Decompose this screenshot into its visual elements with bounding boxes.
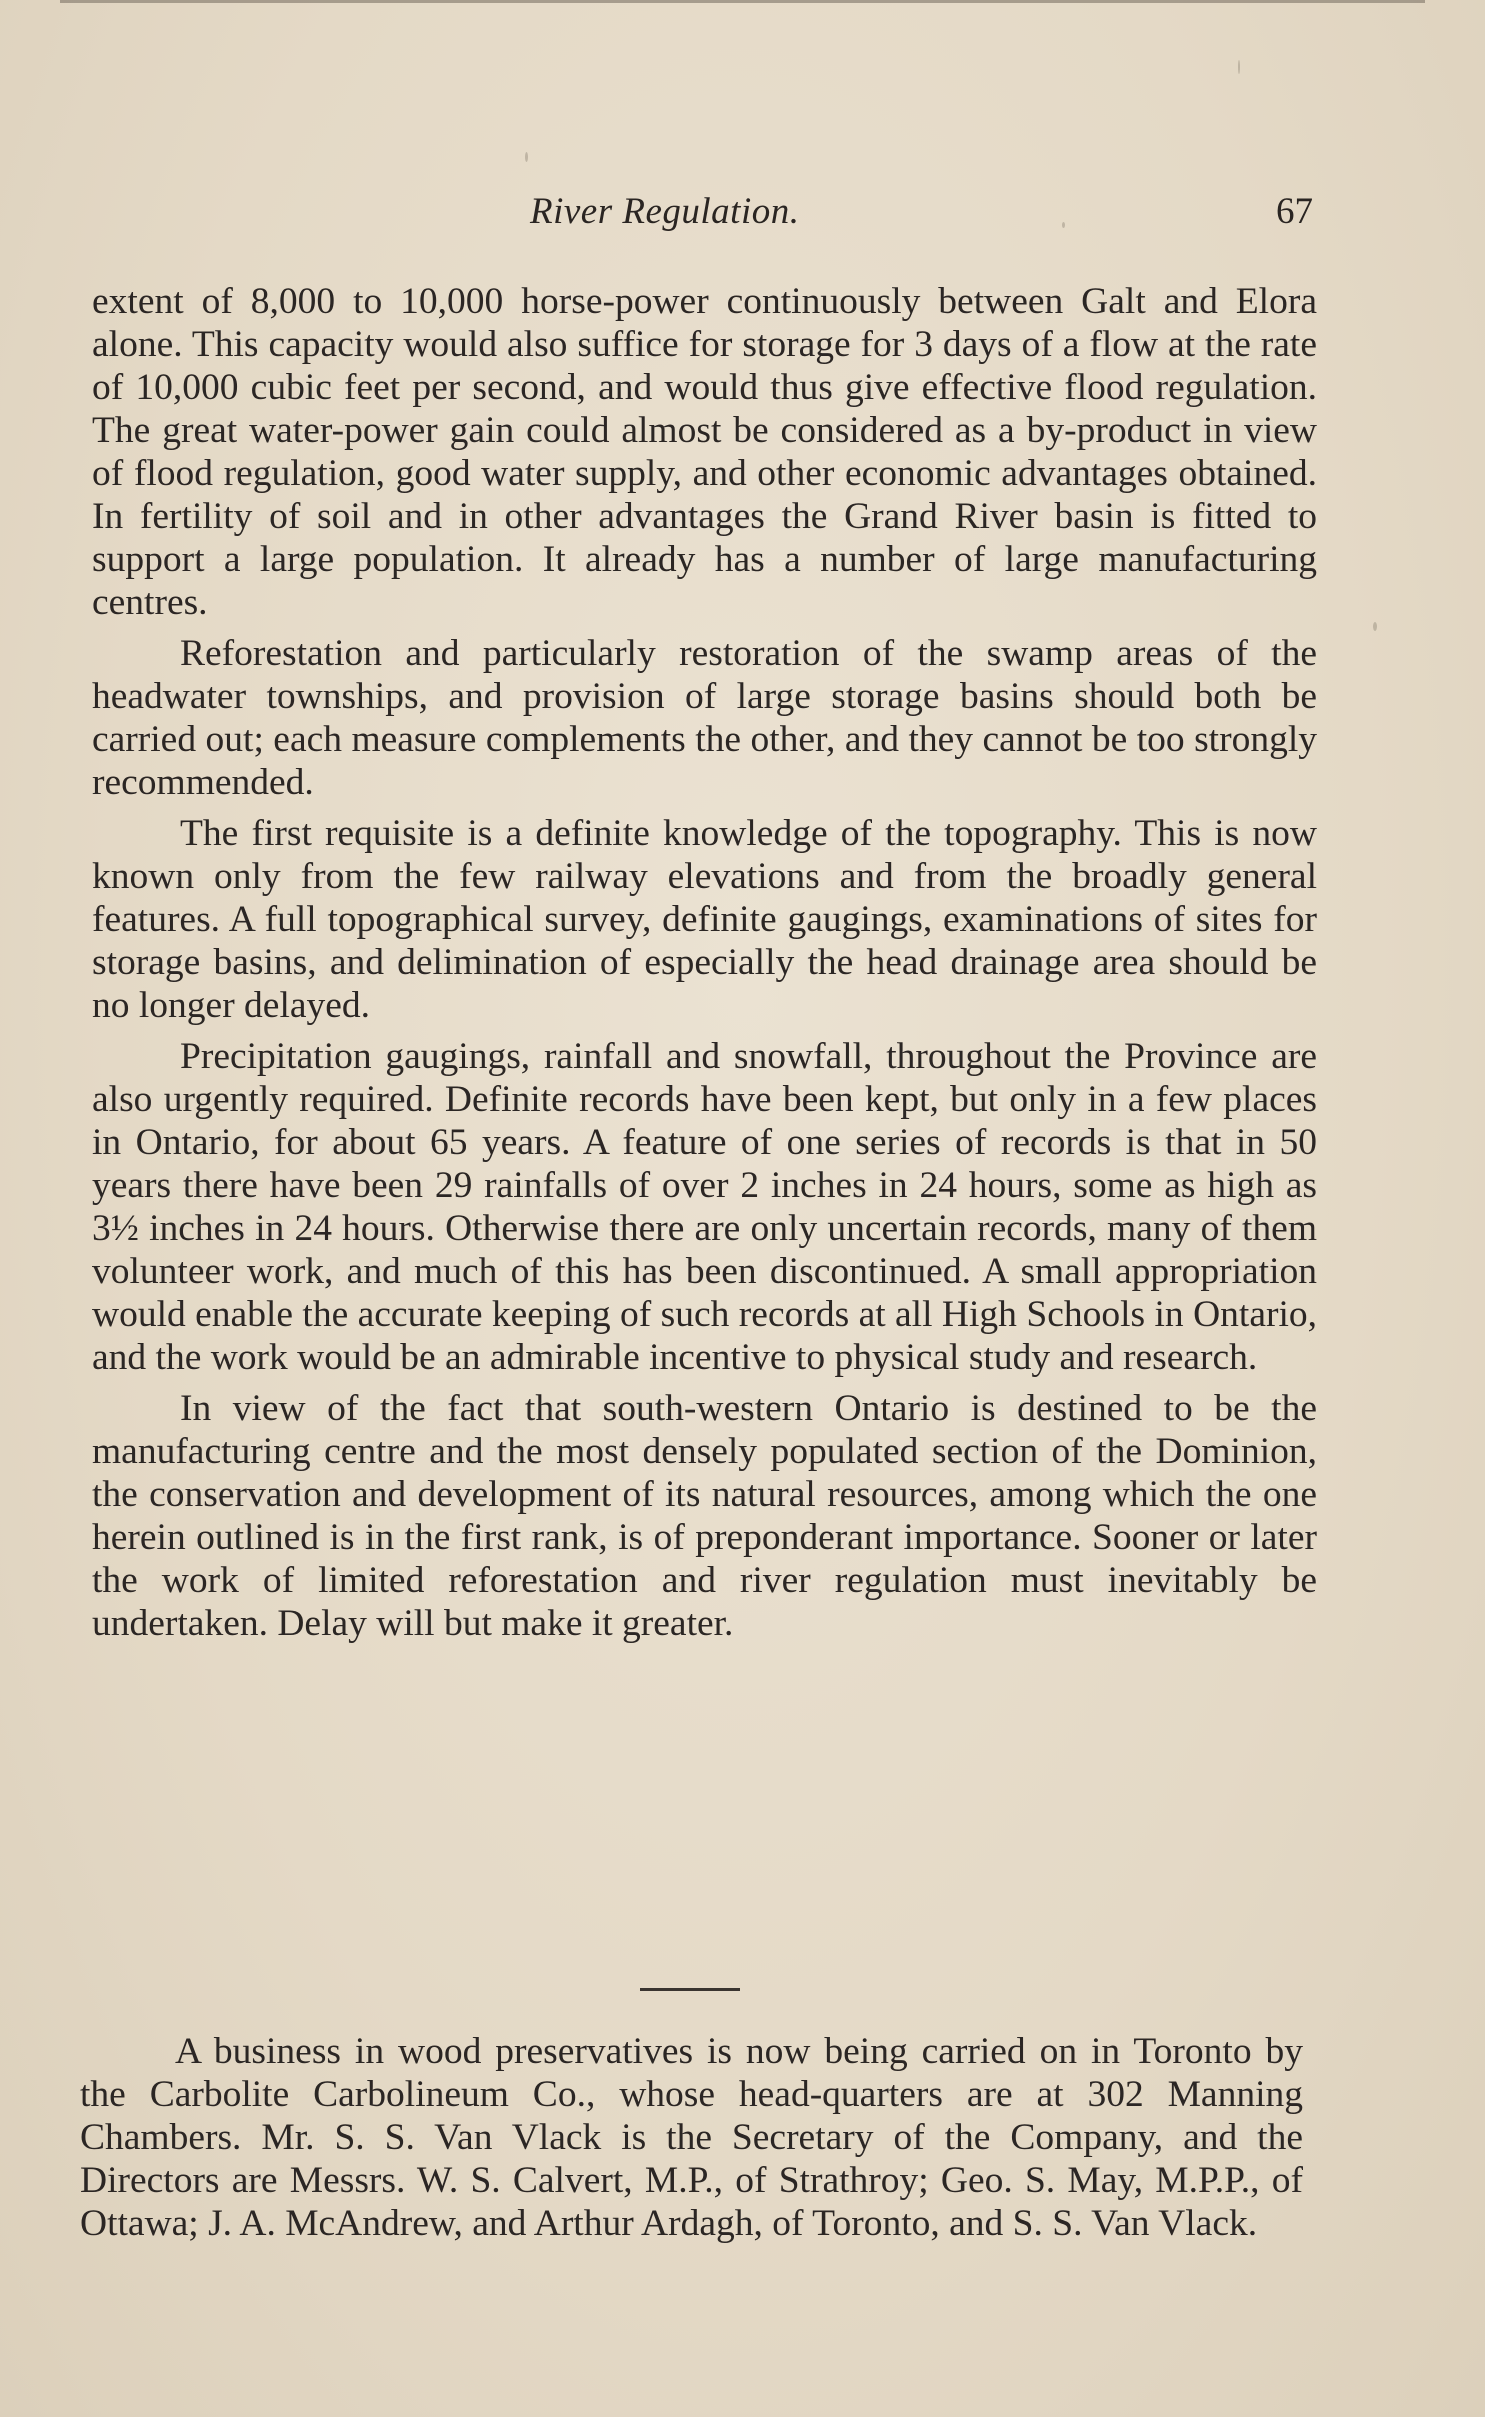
paragraph-topography: The first requisite is a definite knowledge of the topography. This is now known only from the few railway elevations and from the broadly general features. A full topographical survey, definite gaugings, examinations of sites for storage basins, and delimination of especially the head drainage area should be no longer delayed.	[92, 813, 1317, 1026]
paragraph-reforestation: Reforestation and particularly restoration of the swamp areas of the headwater townships, and provision of large storage basins should both be carried out; each measure complements the other, and they cannot be too strongly recommended.	[92, 633, 1317, 803]
main-text	[92, 280, 1317, 1653]
paper-speck	[525, 152, 528, 162]
page-top-edge-rule	[60, 0, 1425, 3]
page-number: 67	[1276, 191, 1313, 232]
paper-speck	[1238, 60, 1240, 74]
business-note	[80, 2030, 1303, 2245]
business-note-text: A business in wood preservatives is now being carried on in Toronto by the Carbolite Carbolineum Co., whose head-quarters are at 302 Manning Chambers. Mr. S. S. Van Vlack is the Secretary of the Company, and the Directors are Messrs. W. S. Calvert, M.P., of Strathroy; Geo. S. May, M.P.P., of Ottawa; J. A. McAndrew, and Arthur Ardagh, of Toronto, and S. S. Van Vlack.	[80, 2031, 1303, 2244]
paper-speck	[1373, 622, 1377, 631]
paragraph-conclusion: In view of the fact that south-western Ontario is destined to be the manufacturing centre and the most densely populated section of the Dominion, the conservation and development of its natural resources, among which the one herein outlined is in the first rank, is of preponderant importance. Sooner or later the work of limited reforestation and river regulation must inevitably be undertaken. Delay will but make it greater.	[92, 1388, 1317, 1644]
paragraph-continuation: extent of 8,000 to 10,000 horse-power continuously between Galt and Elora alone. This capacity would also suffice for storage for 3 days of a flow at the rate of 10,000 cubic feet per second, and would thus give effective flood regulation. The great water-power gain could almost be considered as a by-product in view of flood regulation, good water supply, and other economic advantages obtained. In fertility of soil and in other advantages the Grand River basin is fitted to support a large population. It already has a number of large manufacturing centres.	[92, 281, 1317, 623]
section-divider	[640, 1988, 740, 1991]
paper-speck	[1062, 222, 1065, 228]
running-head: River Regulation.	[530, 191, 800, 232]
paragraph-precipitation: Precipitation gaugings, rainfall and snowfall, throughout the Province are also urgently required. Definite records have been kept, but only in a few places in Ontario, for about 65 years. A feature of one series of records is that in 50 years there have been 29 rainfalls of over 2 inches in 24 hours, some as high as 3½ inches in 24 hours. Otherwise there are only uncertain records, many of them volunteer work, and much of this has been discontinued. A small appropriation would enable the accurate keeping of such records at all High Schools in Ontario, and the work would be an admirable incentive to physical study and research.	[92, 1036, 1317, 1378]
page-header	[0, 190, 1485, 240]
